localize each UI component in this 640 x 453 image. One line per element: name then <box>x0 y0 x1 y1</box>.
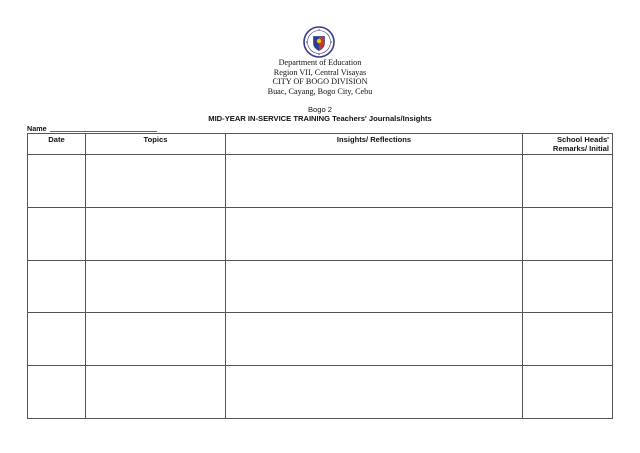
insights-cell[interactable] <box>226 313 523 366</box>
remarks-cell[interactable] <box>523 207 613 260</box>
remarks-cell[interactable] <box>523 313 613 366</box>
document-title: MID-YEAR IN-SERVICE TRAINING Teachers' Journals/Insights <box>208 114 432 124</box>
agency-header <box>0 58 640 96</box>
remarks-cell[interactable] <box>523 366 613 419</box>
header-line-division: CITY OF BOGO DIVISION <box>272 77 368 87</box>
date-cell[interactable] <box>28 155 86 208</box>
table-row <box>28 155 613 208</box>
insights-cell[interactable] <box>226 207 523 260</box>
topics-cell[interactable] <box>86 366 226 419</box>
column-header-remarks-line2: Remarks/ Initial <box>552 144 609 153</box>
journal-table <box>27 133 613 419</box>
date-cell[interactable] <box>28 260 86 313</box>
document-subheader <box>0 105 640 124</box>
name-label: Name <box>27 124 47 133</box>
deped-seal-icon <box>303 26 335 58</box>
date-cell[interactable] <box>28 313 86 366</box>
topics-cell[interactable] <box>86 207 226 260</box>
remarks-cell[interactable] <box>523 155 613 208</box>
table-row <box>28 313 613 366</box>
topics-cell[interactable] <box>86 155 226 208</box>
column-header-remarks <box>523 134 613 155</box>
table-row <box>28 260 613 313</box>
header-line-address: Buac, Cayang, Bogo City, Cebu <box>267 86 373 96</box>
date-cell[interactable] <box>28 207 86 260</box>
column-header-date: Date <box>28 134 86 155</box>
insights-cell[interactable] <box>226 366 523 419</box>
table-row <box>28 366 613 419</box>
topics-cell[interactable] <box>86 313 226 366</box>
column-header-topics: Topics <box>86 134 226 155</box>
date-cell[interactable] <box>28 366 86 419</box>
name-field-line[interactable] <box>50 131 157 132</box>
column-header-remarks-line1: School Heads' <box>556 135 609 144</box>
topics-cell[interactable] <box>86 260 226 313</box>
remarks-cell[interactable] <box>523 260 613 313</box>
insights-cell[interactable] <box>226 155 523 208</box>
school-name: Bogo 2 <box>307 105 333 114</box>
table-row <box>28 207 613 260</box>
header-line-department: Department of Education <box>278 58 362 67</box>
table-header-row <box>28 134 613 155</box>
header-line-region: Region VII, Central Visayas <box>273 67 367 77</box>
insights-cell[interactable] <box>226 260 523 313</box>
column-header-insights: Insights/ Reflections <box>226 134 523 155</box>
